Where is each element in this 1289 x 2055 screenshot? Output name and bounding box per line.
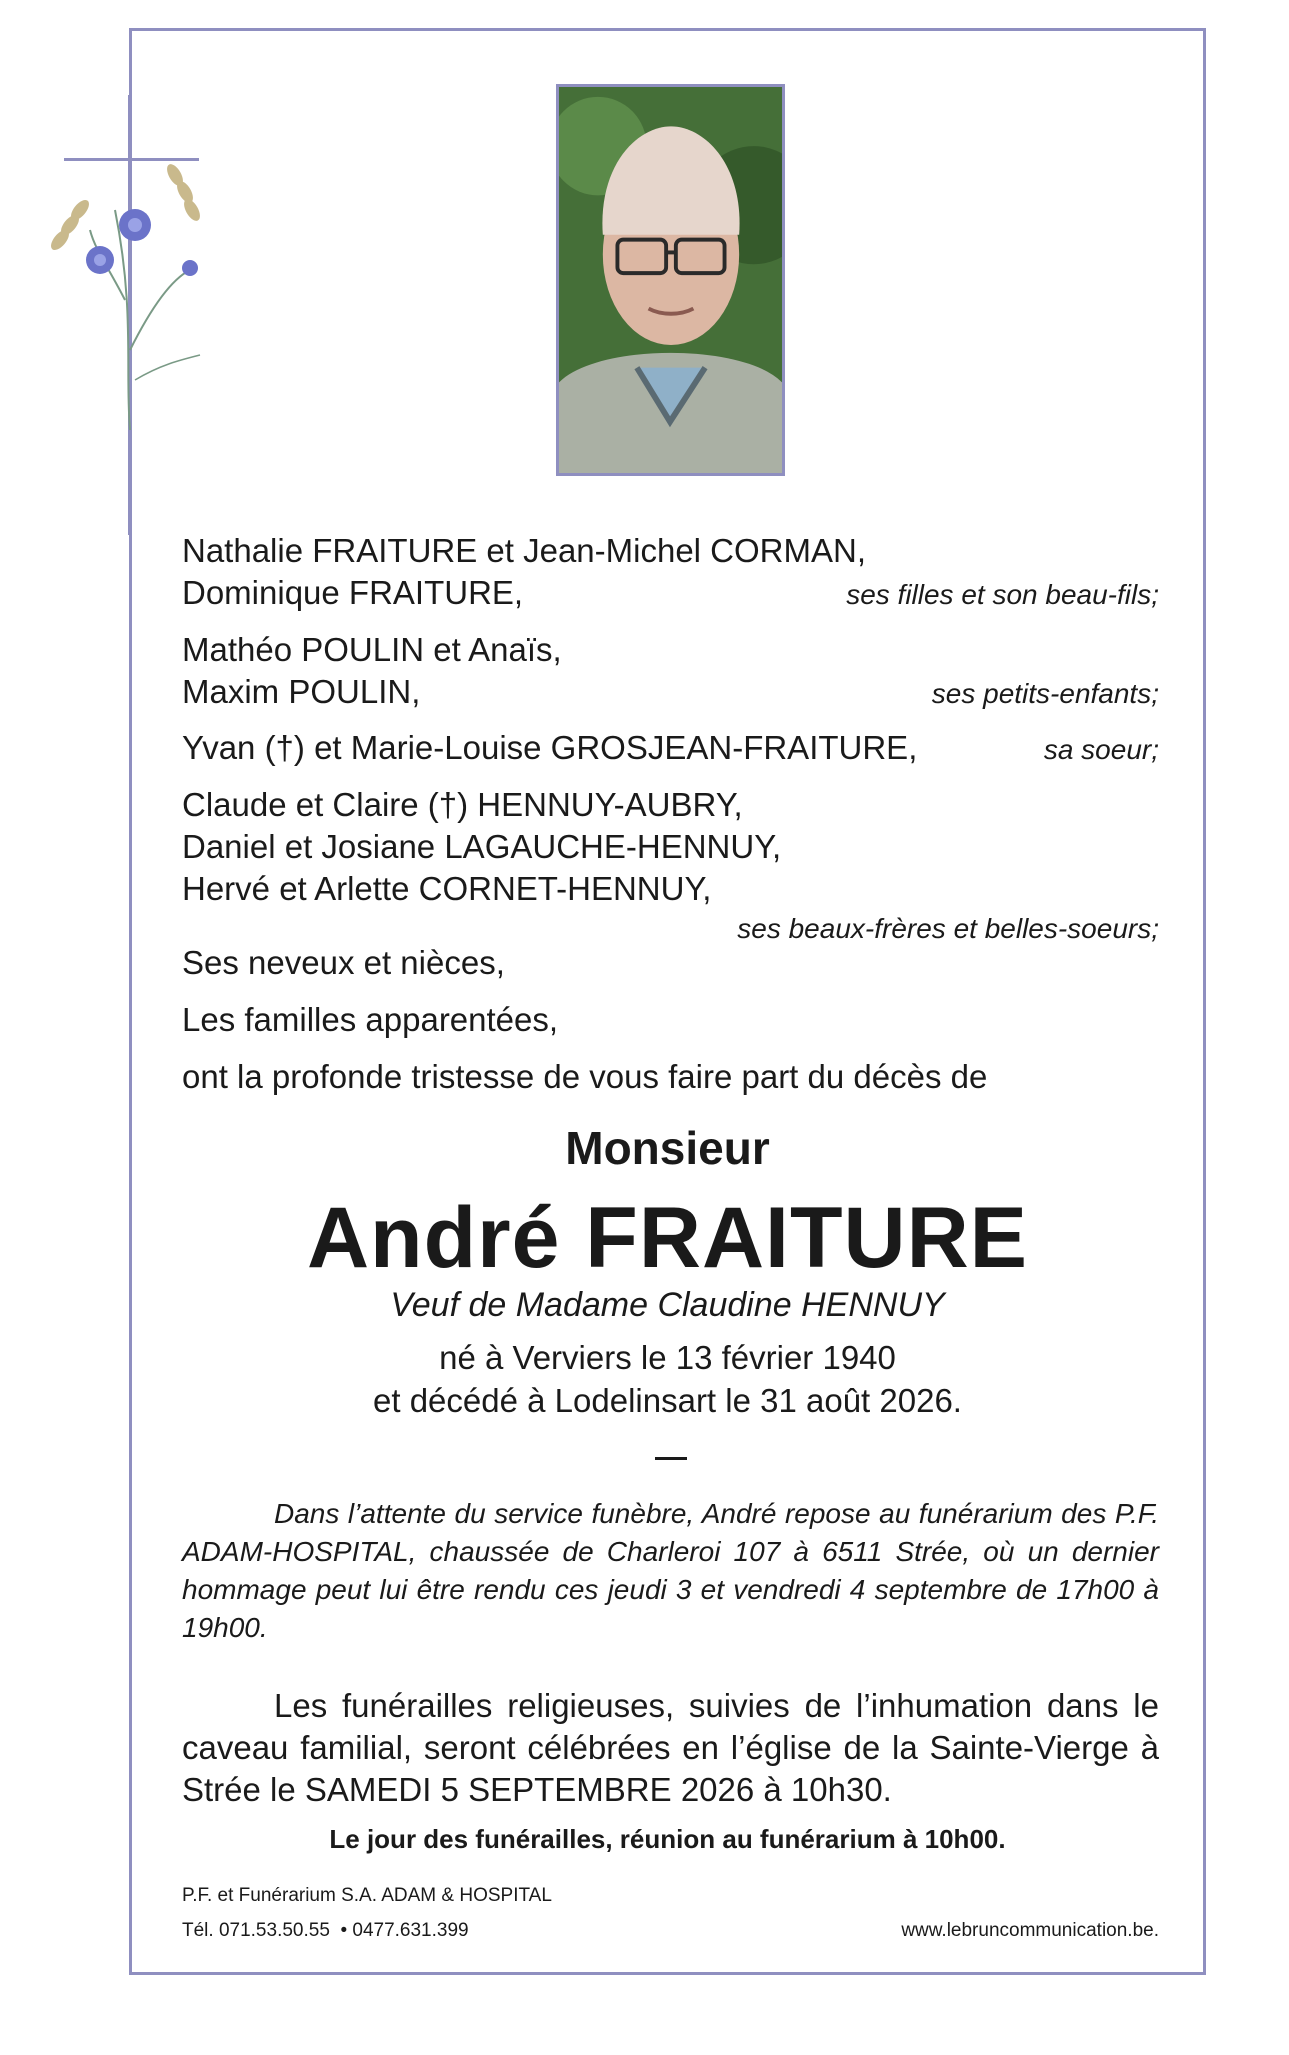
family-line: Hervé et Arlette CORNET-HENNUY, [182, 870, 712, 907]
website-link[interactable]: www.lebruncommunication.be. [901, 1920, 1159, 1941]
cornflower-wheat-illustration [40, 150, 230, 440]
family-line: Dominique FRAITURE, [182, 574, 524, 611]
family-line: Yvan (†) et Marie-Louise GROSJEAN-FRAITURE, [182, 729, 918, 766]
family-line: Nathalie FRAITURE et Jean-Michel CORMAN, [182, 532, 867, 569]
funeral-home-name: P.F. et Funérarium S.A. ADAM & HOSPITAL [182, 1885, 552, 1906]
funeral-paragraph: Les funérailles religieuses, suivies de l’inhumation dans le caveau familial, seront célébrées en l’église de la Sainte-Vierge à Strée le SAMEDI 5 SEPTEMBRE 2026 à 10h30. [182, 1687, 1159, 1808]
relation-label: ses filles et son beau-fils; [846, 579, 1159, 610]
family-line: Les familles apparentées, [182, 1001, 559, 1038]
widow-of: Veuf de Madame Claudine HENNUY [390, 1286, 945, 1324]
meeting-note: Le jour des funérailles, réunion au funérarium à 10h00. [329, 1824, 1006, 1854]
funeral-home-phones: Tél. 071.53.50.55 • 0477.631.399 [182, 1920, 469, 1941]
announcement-text: ont la profonde tristesse de vous faire part du décès de [182, 1058, 988, 1095]
relation-label: ses petits-enfants; [931, 678, 1159, 709]
repose-paragraph: Dans l’attente du service funèbre, André repose au funérarium des P.F. ADAM-HOSPITAL, chaussée de Charleroi 107 à 6511 Strée, où un dernier hommage peut lui être rendu ces jeudi 3 et vendredi 4 septembre de 17h00 à 19h00. [182, 1498, 1159, 1643]
family-line: Claude et Claire (†) HENNUY-AUBRY, [182, 786, 743, 823]
family-line: Ses neveux et nièces, [182, 944, 505, 981]
death-line: et décédé à Lodelinsart le 31 août 2026. [373, 1382, 962, 1419]
family-line: Mathéo POULIN et Anaïs, [182, 631, 562, 668]
birth-line: né à Verviers le 13 février 1940 [439, 1339, 896, 1376]
relation-label: sa soeur; [1043, 734, 1159, 765]
deceased-name: André FRAITURE [306, 1190, 1029, 1286]
honorific: Monsieur [565, 1122, 770, 1174]
family-line: Daniel et Josiane LAGAUCHE-HENNUY, [182, 828, 782, 865]
relation-label: ses beaux-frères et belles-soeurs; [737, 913, 1159, 944]
portrait-photo [556, 84, 785, 476]
separator-dash [655, 1457, 687, 1460]
family-line: Maxim POULIN, [182, 673, 421, 710]
